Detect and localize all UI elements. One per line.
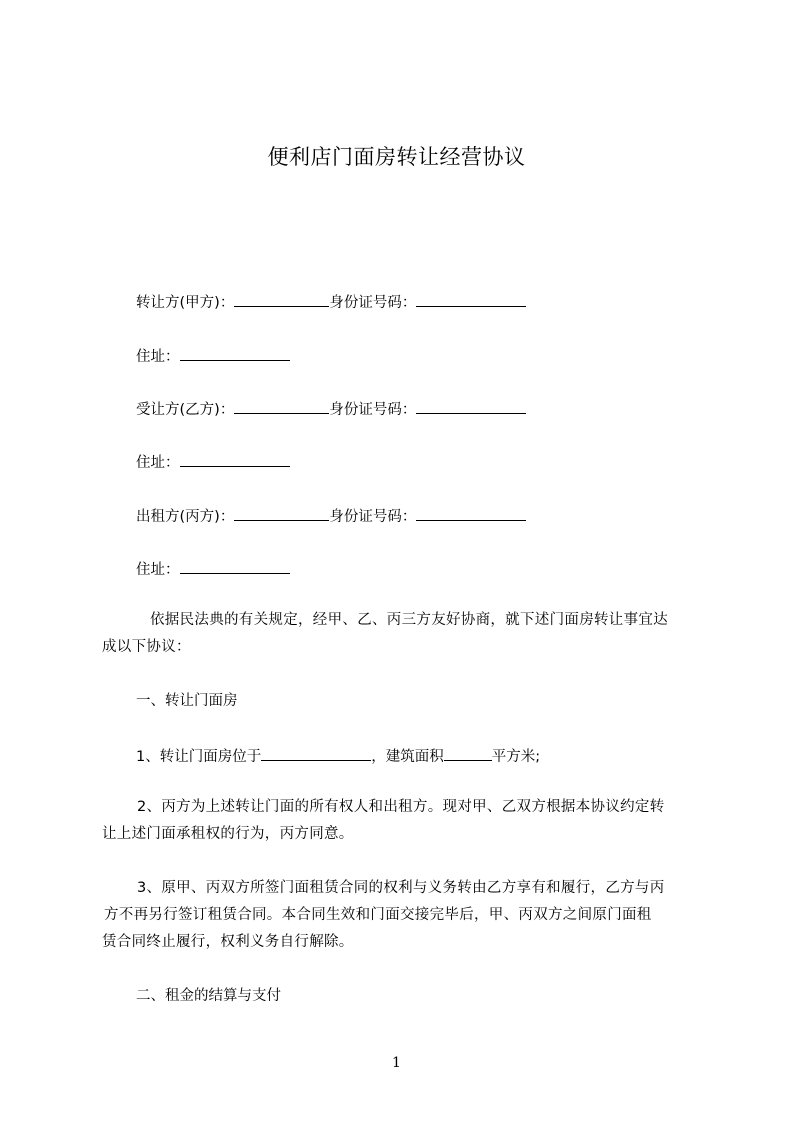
clause-3-line-3: 赁合同终止履行，权利义务自行解除。 xyxy=(102,934,354,950)
clause-1-area-blank[interactable] xyxy=(444,745,492,761)
clause-1-area-label: ，建筑面积 xyxy=(371,749,444,765)
party-c-name-blank[interactable] xyxy=(234,505,329,521)
clause-1 xyxy=(136,745,540,767)
party-a-address-label: 住址： xyxy=(136,349,180,365)
clause-2-line-2: 让上述门面承租权的行为，丙方同意。 xyxy=(102,826,354,842)
party-b-id-blank[interactable] xyxy=(416,398,526,414)
party-b-label: 受让方(乙方)： xyxy=(136,402,235,418)
clause-3-line-1: 3、原甲、丙双方所签门面租赁合同的权利与义务转由乙方享有和履行，乙方与丙 xyxy=(137,880,665,896)
clause-2-line-1: 2、丙方为上述转让门面的所有权人和出租方。现对甲、乙双方根据本协议约定转 xyxy=(137,799,665,815)
party-a-label: 转让方(甲方)： xyxy=(136,295,235,311)
document-title: 便利店门面房转让经营协议 xyxy=(267,145,526,169)
party-c-id-blank[interactable] xyxy=(416,505,526,521)
party-a-address-line xyxy=(136,345,290,367)
party-c-address-blank[interactable] xyxy=(180,558,290,574)
party-b-address-blank[interactable] xyxy=(180,451,290,467)
party-b-id-label: 身份证号码： xyxy=(329,402,417,418)
page-number: 1 xyxy=(392,1055,401,1071)
party-a-id-label: 身份证号码： xyxy=(329,295,417,311)
section-2-heading: 二、租金的结算与支付 xyxy=(136,988,281,1004)
party-a-name-blank[interactable] xyxy=(234,291,329,307)
party-a-line xyxy=(136,291,526,313)
party-c-address-label: 住址： xyxy=(136,562,180,578)
party-b-address-label: 住址： xyxy=(136,455,180,471)
clause-1-location-blank[interactable] xyxy=(261,745,371,761)
clause-1-location-label: 1、转让门面房位于 xyxy=(136,749,262,765)
party-c-label: 出租方(丙方)： xyxy=(136,509,235,525)
party-b-line xyxy=(136,398,526,420)
intro-line-2: 成以下协议： xyxy=(102,639,191,655)
party-b-address-line xyxy=(136,451,290,473)
party-c-id-label: 身份证号码： xyxy=(329,509,417,525)
clause-1-unit: 平方米; xyxy=(491,749,541,765)
intro-line-1: 依据民法典的有关规定，经甲、乙、丙三方友好协商，就下述门面房转让事宜达 xyxy=(150,612,668,628)
party-b-name-blank[interactable] xyxy=(234,398,329,414)
party-a-address-blank[interactable] xyxy=(180,345,290,361)
clause-3-line-2: 方不再另行签订租赁合同。本合同生效和门面交接完毕后，甲、丙双方之间原门面租 xyxy=(104,907,652,923)
party-c-line xyxy=(136,505,526,527)
party-a-id-blank[interactable] xyxy=(416,291,526,307)
section-1-heading: 一、转让门面房 xyxy=(136,693,238,709)
party-c-address-line xyxy=(136,558,290,580)
